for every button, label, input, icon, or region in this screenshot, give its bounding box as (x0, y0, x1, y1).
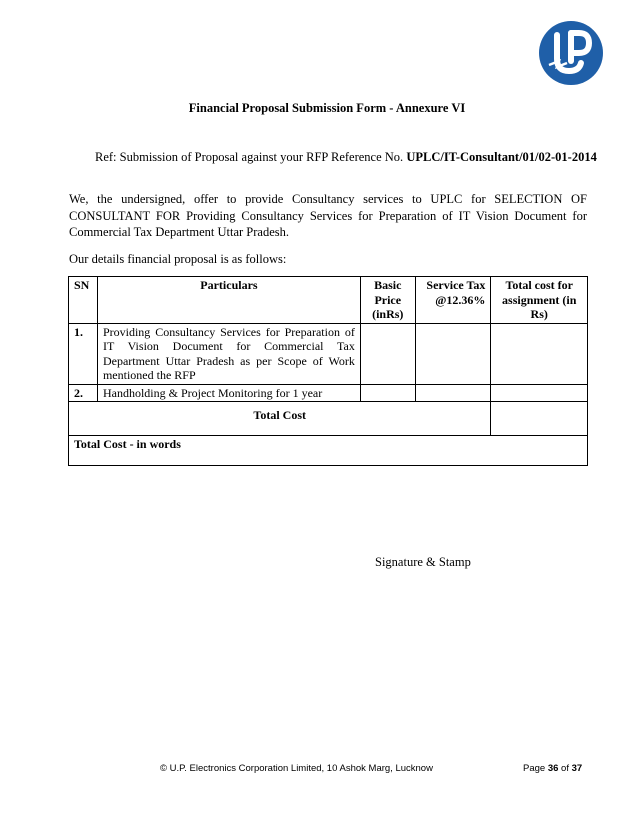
footer-copyright: © U.P. Electronics Corporation Limited, 10 Ashok Marg, Lucknow (160, 763, 433, 774)
table-row (69, 323, 588, 384)
header-total-cost: Total cost for assignment (in Rs) (491, 277, 588, 324)
row-total-cost[interactable] (491, 384, 588, 402)
row-particulars: Handholding & Project Monitoring for 1 year (97, 384, 360, 402)
total-in-words-row (69, 436, 588, 466)
reference-line (95, 150, 597, 165)
total-cost-label: Total Cost (69, 402, 491, 436)
financial-proposal-table (68, 276, 588, 466)
page-total: 37 (571, 763, 583, 774)
reference-prefix: Ref: Submission of Proposal against your RFP Reference No. (95, 150, 404, 164)
row-basic-price[interactable] (360, 384, 415, 402)
reference-number: UPLC/IT-Consultant/01/02-01-2014 (406, 150, 597, 164)
header-service-tax: Service Tax @12.36% (415, 277, 491, 324)
row-service-tax[interactable] (415, 384, 491, 402)
row-particulars: Providing Consultancy Services for Preparation of IT Vision Document for Commercial Tax Department Uttar Pradesh as per Scope of Work mentioned the RFP (97, 323, 360, 384)
page-of: of (561, 763, 569, 774)
details-intro: Our details financial proposal is as follows: (69, 252, 287, 266)
uplc-logo (537, 19, 605, 87)
header-particulars: Particulars (97, 277, 360, 324)
total-cost-row (69, 402, 588, 436)
words-label-text: Total Cost - in words (74, 437, 181, 451)
total-cost-value[interactable] (491, 402, 588, 436)
total-in-words-label (69, 436, 588, 466)
page-prefix: Page (523, 763, 546, 774)
row-total-cost[interactable] (491, 323, 588, 384)
intro-paragraph: We, the undersigned, offer to provide Consultancy services to UPLC for SELECTION OF CONSULTANT FOR Providing Consultancy Services for Preparation of IT Vision Document for Commercial Tax Department Uttar Pradesh. (69, 192, 587, 239)
row-basic-price[interactable] (360, 323, 415, 384)
signature-stamp-label: Signature & Stamp (375, 555, 471, 569)
table-row (69, 384, 588, 402)
row-sn: 2. (69, 384, 98, 402)
table-header-row (69, 277, 588, 324)
row-service-tax[interactable] (415, 323, 491, 384)
header-sn: SN (69, 277, 98, 324)
header-basic-price: Basic Price (inRs) (360, 277, 415, 324)
form-title: Financial Proposal Submission Form - Annexure VI (188, 101, 466, 115)
page-current: 36 (547, 763, 559, 774)
row-sn: 1. (69, 323, 98, 384)
page-number (523, 763, 582, 774)
